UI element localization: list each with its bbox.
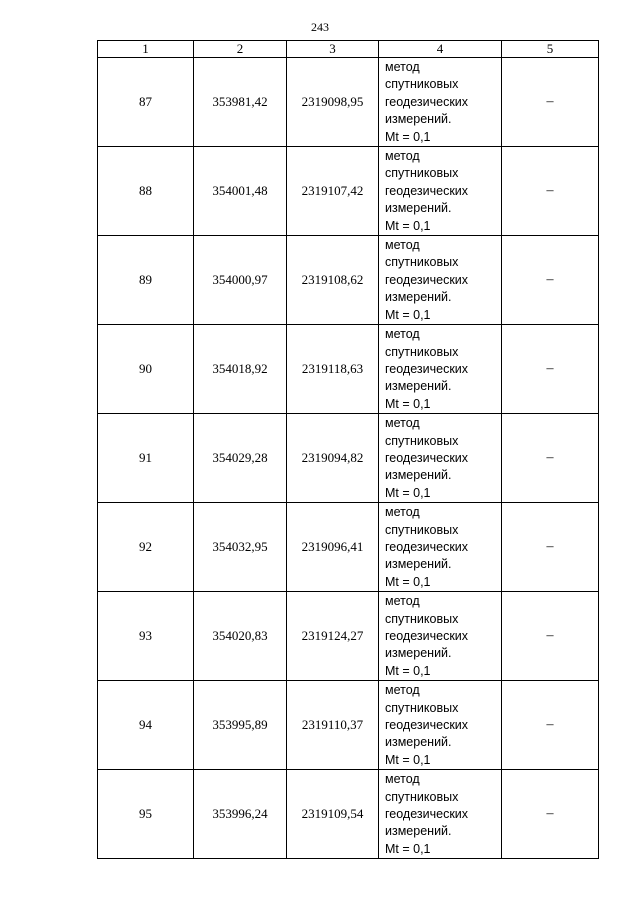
page-number: 243 (311, 20, 329, 34)
point-number-cell: 91 (98, 414, 194, 503)
method-line: спутниковых (385, 255, 459, 270)
y-coordinate-cell: 2319109,54 (287, 770, 379, 859)
method-line: геодезических (385, 450, 469, 465)
x-coordinate-cell: 353996,24 (194, 770, 287, 859)
note-cell: – (502, 58, 599, 147)
table-row (98, 325, 599, 414)
method-line: спутниковых (385, 166, 459, 181)
method-line: измерений. (385, 735, 452, 750)
method-line: измерений. (385, 468, 452, 483)
point-number-cell: 95 (98, 770, 194, 859)
method-line: метод (385, 594, 420, 609)
y-coordinate-cell: 2319098,95 (287, 58, 379, 147)
method-line: метод (385, 505, 420, 520)
method-line: метод (385, 149, 420, 164)
point-number-cell: 88 (98, 147, 194, 236)
method-line: измерений. (385, 646, 452, 661)
y-coordinate-cell: 2319108,62 (287, 236, 379, 325)
method-line: геодезических (385, 94, 469, 109)
method-cell (379, 770, 502, 859)
method-line: Mt = 0,1 (385, 307, 431, 322)
x-coordinate-cell: 354020,83 (194, 592, 287, 681)
method-line: измерений. (385, 201, 452, 216)
table-row (98, 236, 599, 325)
x-coordinate-cell: 353981,42 (194, 58, 287, 147)
column-header-3: 3 (287, 41, 379, 58)
x-coordinate-cell: 354001,48 (194, 147, 287, 236)
method-cell (379, 236, 502, 325)
method-cell (379, 681, 502, 770)
y-coordinate-cell: 2319107,42 (287, 147, 379, 236)
method-cell (379, 147, 502, 236)
method-line: спутниковых (385, 344, 459, 359)
method-line: геодезических (385, 807, 469, 822)
coordinates-table (97, 40, 599, 859)
table-row (98, 770, 599, 859)
method-cell (379, 414, 502, 503)
x-coordinate-cell: 354000,97 (194, 236, 287, 325)
method-line: геодезических (385, 629, 469, 643)
method-line: Mt = 0,1 (385, 574, 431, 589)
note-cell: – (502, 681, 599, 770)
point-number-cell: 94 (98, 681, 194, 770)
method-line: Mt = 0,1 (385, 485, 431, 500)
method-line: спутниковых (385, 522, 459, 537)
method-line: метод (385, 238, 420, 253)
table-row (98, 58, 599, 147)
column-header-1: 1 (98, 41, 194, 58)
x-coordinate-cell: 353995,89 (194, 681, 287, 770)
point-number-cell: 93 (98, 592, 194, 681)
note-cell: – (502, 770, 599, 859)
column-header-4: 4 (379, 41, 502, 58)
table-row (98, 503, 599, 592)
method-line: измерений. (385, 557, 452, 572)
y-coordinate-cell: 2319110,37 (287, 681, 379, 770)
method-cell (379, 592, 502, 681)
method-line: спутниковых (385, 433, 459, 448)
method-line: геодезических (385, 272, 469, 287)
method-line: спутниковых (385, 700, 459, 715)
x-coordinate-cell: 354032,95 (194, 503, 287, 592)
method-cell (379, 58, 502, 147)
method-line: Mt = 0,1 (385, 218, 431, 233)
y-coordinate-cell: 2319094,82 (287, 414, 379, 503)
note-cell: – (502, 325, 599, 414)
method-line: спутниковых (385, 77, 459, 92)
method-line: измерений. (385, 824, 452, 839)
method-line: Mt = 0,1 (385, 841, 431, 856)
method-line: измерений. (385, 112, 452, 127)
method-line: Mt = 0,1 (385, 752, 431, 767)
note-cell: – (502, 592, 599, 681)
note-cell: – (502, 147, 599, 236)
table-row (98, 414, 599, 503)
method-line: метод (385, 683, 420, 698)
note-cell: – (502, 236, 599, 325)
table-row (98, 147, 599, 236)
note-cell: – (502, 503, 599, 592)
method-line: Mt = 0,1 (385, 663, 431, 678)
column-header-2: 2 (194, 41, 287, 58)
method-line: измерений. (385, 379, 452, 394)
note-cell: – (502, 414, 599, 503)
point-number-cell: 87 (98, 58, 194, 147)
table-header-row (98, 41, 599, 58)
table-row (98, 592, 599, 681)
method-line: метод (385, 60, 420, 74)
method-line: метод (385, 416, 420, 431)
y-coordinate-cell: 2319096,41 (287, 503, 379, 592)
point-number-cell: 90 (98, 325, 194, 414)
table-row (98, 681, 599, 770)
method-line: геодезических (385, 361, 469, 376)
y-coordinate-cell: 2319118,63 (287, 325, 379, 414)
method-line: спутниковых (385, 789, 459, 804)
method-cell (379, 503, 502, 592)
y-coordinate-cell: 2319124,27 (287, 592, 379, 681)
x-coordinate-cell: 354018,92 (194, 325, 287, 414)
method-line: геодезических (385, 718, 469, 733)
method-line: измерений. (385, 290, 452, 305)
x-coordinate-cell: 354029,28 (194, 414, 287, 503)
point-number-cell: 92 (98, 503, 194, 592)
method-line: спутниковых (385, 611, 459, 626)
method-line: метод (385, 327, 420, 342)
method-line: Mt = 0,1 (385, 129, 431, 144)
method-line: Mt = 0,1 (385, 396, 431, 411)
method-line: геодезических (385, 183, 469, 198)
table-body (98, 58, 599, 859)
column-header-5: 5 (502, 41, 599, 58)
method-line: метод (385, 772, 420, 787)
method-cell (379, 325, 502, 414)
method-line: геодезических (385, 539, 469, 554)
point-number-cell: 89 (98, 236, 194, 325)
